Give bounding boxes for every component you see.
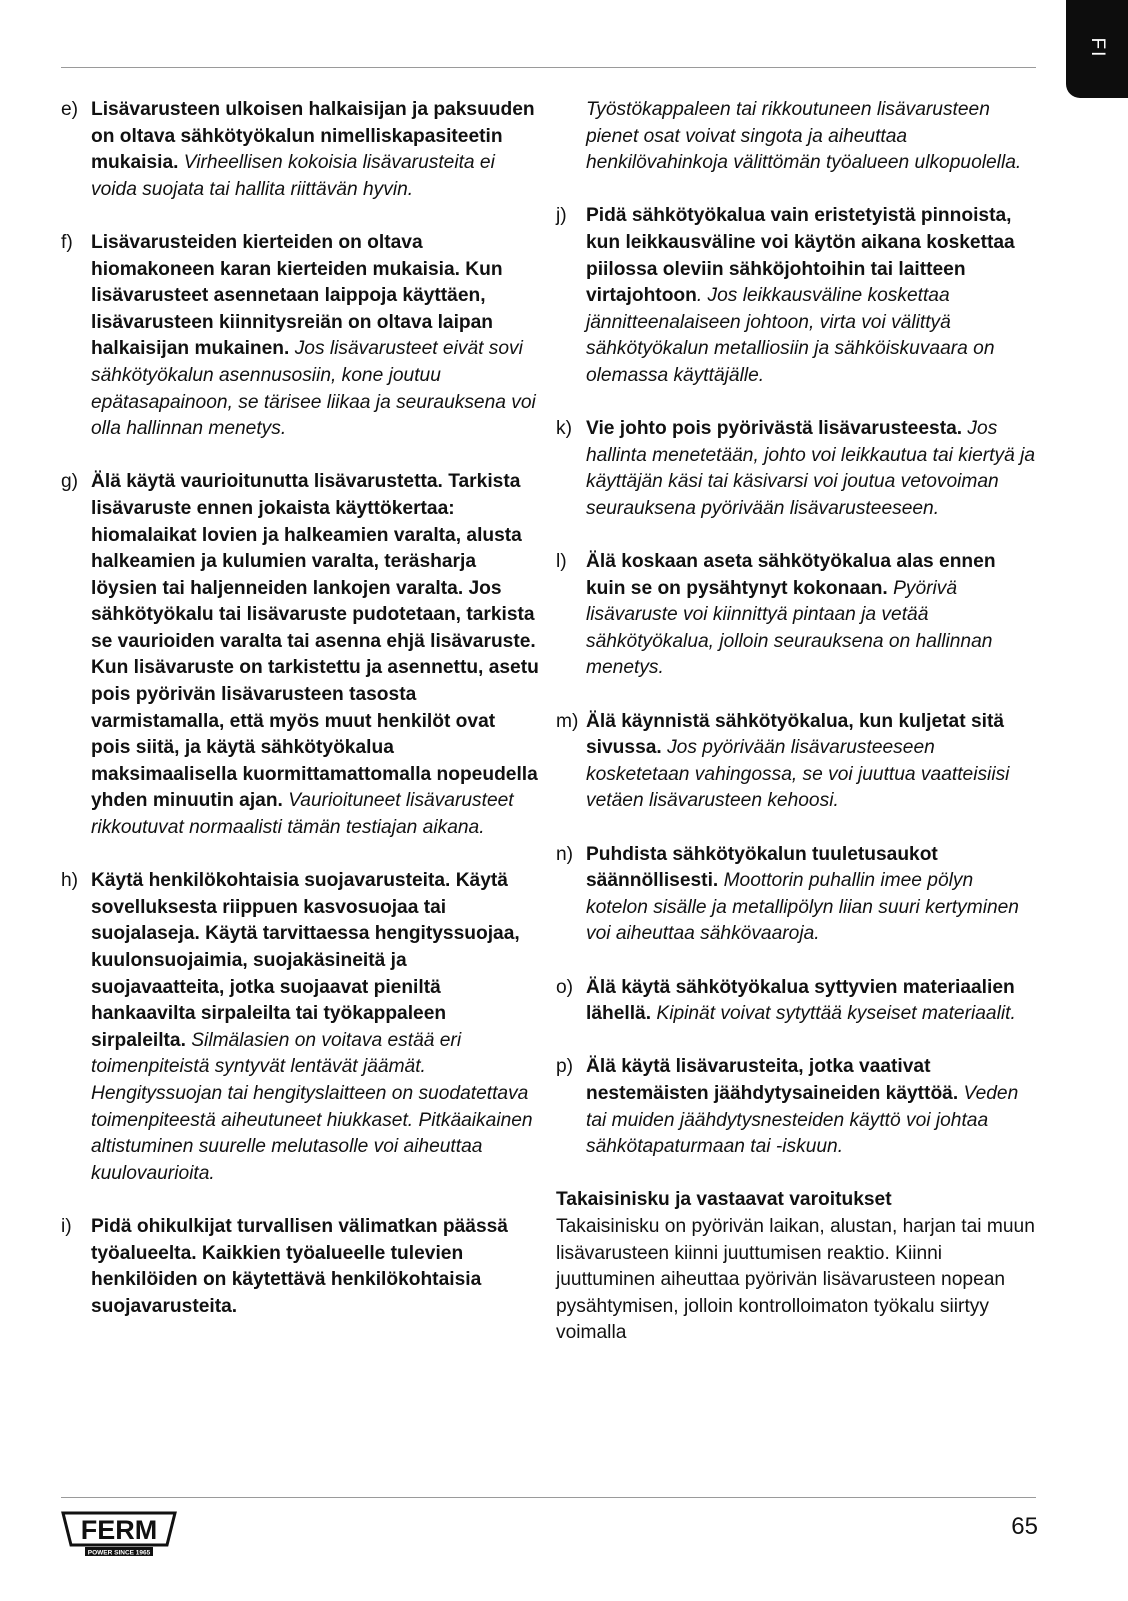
item-text <box>91 469 539 841</box>
list-item-e <box>61 97 539 203</box>
logo-text: FERM <box>80 1515 158 1545</box>
item-label: h) <box>61 870 79 892</box>
item-italic-text: Jos pyörivään lisävarusteeseen kosketetaan vahingossa, se voi juuttua vaatteisiisi vetäen lisävarusteen kehoosi. <box>586 737 1010 812</box>
item-text <box>91 868 539 1187</box>
item-italic-text: Vaurioituneet lisävarusteet rikkoutuvat normaalisti tämän testiajan aikana. <box>91 790 514 839</box>
item-italic-text: Moottorin puhallin imee pölyn kotelon sisälle ja metallipölyn liian suuri kertyminen voi aiheuttaa sähkövaaroja. <box>586 870 1019 945</box>
item-label: l) <box>556 551 567 573</box>
list-item-l <box>556 549 1038 682</box>
item-text <box>91 97 539 203</box>
list-item-h <box>61 868 539 1187</box>
item-bold-text: Pidä ohikulkijat turvallisen välimatkan päässä työalueelta. Kaikkien työalueelle tulevien henkilöiden on käytettävä henkilökohtaisia suojavarusteita. <box>91 1215 508 1317</box>
item-bold-text: Älä käytä vaurioitunutta lisävarustetta. Tarkista lisävaruste ennen jokaista käyttökertaa: hiomalaikat lovien ja halkeamien varalta, alusta halkeamien ja kulumien varalta, teräsharja löysien tai haljenneiden lankojen varalta. Jos sähkötyökalu tai lisävaruste pudotetaan, tarkista se vaurioiden varalta tai asenna ehjä lisävaruste. Kun lisävaruste on tarkistettu ja asennettu, asetu pois pyörivän lisävarusteen tasosta varmistamalla, että myös muut henkilöt ovat pois siitä, ja käytä sähkötyökalua maksimaalisella kuormittamattomalla nopeudella yhden minuutin ajan. <box>91 471 539 812</box>
list-item-p <box>556 1054 1038 1160</box>
list-item-g <box>61 469 539 841</box>
item-italic-text: Silmälasien on voitava estää eri toimenpiteistä syntyvät lentävät jäämät. Hengityssuojan tai hengityslaitteen on suodatettava toimenpiteestä aiheutuneet hiukkaset. Pitkäaikainen altistuminen suurelle melutasolle voi aiheuttaa kuulovaurioita. <box>91 1029 533 1184</box>
language-code: FI <box>1087 37 1108 59</box>
header-divider <box>61 67 1036 68</box>
list-item-f <box>61 230 539 443</box>
item-label: f) <box>61 231 73 253</box>
item-italic-text: Virheellisen kokoisia lisävarusteita ei voida suojata tai hallita riittävän hyvin. <box>91 152 495 200</box>
item-italic-text: Jos hallinta menetetään, johto voi leikkautua tai kiertyä ja käyttäjän käsi tai käsivarsi voi joutua vetovoiman seurauksena pyörivään lisävarusteeseen. <box>586 418 1036 519</box>
item-label: j) <box>556 205 567 227</box>
item-text <box>586 842 1038 948</box>
list-item-j <box>556 203 1038 389</box>
page-number: 65 <box>1011 1513 1038 1540</box>
item-label: k) <box>556 418 572 440</box>
item-label: o) <box>556 976 574 998</box>
left-column <box>61 97 539 1347</box>
item-text <box>586 1054 1038 1160</box>
item-bold-text: Lisävarusteiden kierteiden on oltava hiomakoneen karan kierteiden mukaisia. Kun lisävarusteet asennetaan laippoja käyttäen, lisävarusteen kiinnitysreiän on oltava laipan halkaisijan mukainen. <box>91 231 503 360</box>
item-text <box>586 549 1038 682</box>
item-label: m) <box>556 710 579 732</box>
item-text <box>586 975 1038 1028</box>
item-text <box>586 709 1038 815</box>
item-text <box>586 203 1038 389</box>
item-italic-text: . Jos leikkausväline koskettaa jännitteenalaiseen johtoon, virta voi välittyä sähkötyökalun metalliosiin ja sähköiskuvaara on olemassa käyttäjälle. <box>586 285 995 386</box>
list-item-m <box>556 709 1038 815</box>
item-label: e) <box>61 99 79 120</box>
item-italic-text: Kipinät voivat sytyttää kyseiset materiaalit. <box>651 1003 1016 1025</box>
item-bold-text: Älä koskaan aseta sähkötyökalua alas ennen kuin se on pysähtynyt kokonaan. <box>586 551 996 599</box>
item-bold-text: Lisävarusteen ulkoisen halkaisijan ja paksuuden on oltava sähkötyökalun nimelliskapasiteetin mukaisia. <box>91 99 535 174</box>
item-bold-text: Käytä henkilökohtaisia suojavarusteita. Käytä sovelluksesta riippuen kasvosuojaa tai suojalaseja. Käytä tarvittaessa hengityssuojaa, kuulonsuojaimia, suojakäsineitä ja suojavaatteita, jotka suojaavat pieniltä hankaavilta sirpaleilta tai työkappaleen sirpaleilta. <box>91 870 520 1051</box>
list-item-k <box>556 416 1038 522</box>
item-label: i) <box>61 1215 72 1237</box>
list-item-n <box>556 842 1038 948</box>
footer-divider <box>61 1497 1036 1498</box>
item-italic-text: Jos lisävarusteet eivät sovi sähkötyökalun asennusosiin, kone joutuu epätasapainoon, se tärisee liikaa ja seurauksena voi olla hallinnan menetys. <box>91 338 536 440</box>
item-italic-text: Veden tai muiden jäähdytysnesteiden käyttö voi johtaa sähkötapaturmaan tai -iskuun. <box>586 1082 1019 1158</box>
item-italic-text: Pyörivä lisävaruste voi kiinnittyä pintaan ja vetää sähkötyökalua, jolloin seurauksena on hallinnan menetys. <box>586 577 993 679</box>
item-bold-text: Pidä sähkötyökalua vain eristetyistä pinnoista, kun leikkausväline voi käytön aikana koskettaa piilossa oleviin sähköjohtoihin tai laitteen virtajohtoon <box>586 205 1015 307</box>
item-bold-text: Älä käytä lisävarusteita, jotka vaativat nestemäisten jäähdytysaineiden käyttöä. <box>586 1056 959 1104</box>
list-item-o <box>556 975 1038 1028</box>
section-heading: Takaisinisku ja vastaavat varoitukset <box>556 1189 892 1211</box>
language-tab <box>1066 0 1128 98</box>
right-column <box>556 97 1038 1347</box>
item-text <box>91 230 539 443</box>
item-bold-text: Älä käytä sähkötyökalua syttyvien materiaalien lähellä. <box>586 976 1015 1025</box>
ferm-logo <box>61 1510 177 1558</box>
item-bold-text: Älä käynnistä sähkötyökalua, kun kuljetat sitä sivussa. <box>586 710 1005 759</box>
item-text <box>586 416 1038 522</box>
item-bold-text: Puhdista sähkötyökalun tuuletusaukot säännöllisesti. <box>586 843 938 892</box>
logo-tagline: POWER SINCE 1965 <box>87 1549 151 1557</box>
item-label: n) <box>556 843 574 865</box>
item-text <box>91 1214 539 1320</box>
item-bold-text: Vie johto pois pyörivästä lisävarusteesta. <box>586 418 963 440</box>
item-label: p) <box>556 1056 574 1078</box>
continuation-text: Työstökappaleen tai rikkoutuneen lisävarusteen pienet osat voivat singota ja aiheuttaa henkilövahinkoja välittömän työalueen ulkopuolella. <box>586 99 1022 174</box>
section-paragraph: Takaisinisku on pyörivän laikan, alustan, harjan tai muun lisävarusteen kiinni juuttumisen reaktio. Kiinni juuttuminen aiheuttaa pyörivän lisävarusteen nopean pysähtymisen, jolloin kontrolloimaton työkalu siirtyy voimalla <box>556 1215 1035 1344</box>
list-item-i <box>61 1214 539 1320</box>
item-label: g) <box>61 471 79 493</box>
